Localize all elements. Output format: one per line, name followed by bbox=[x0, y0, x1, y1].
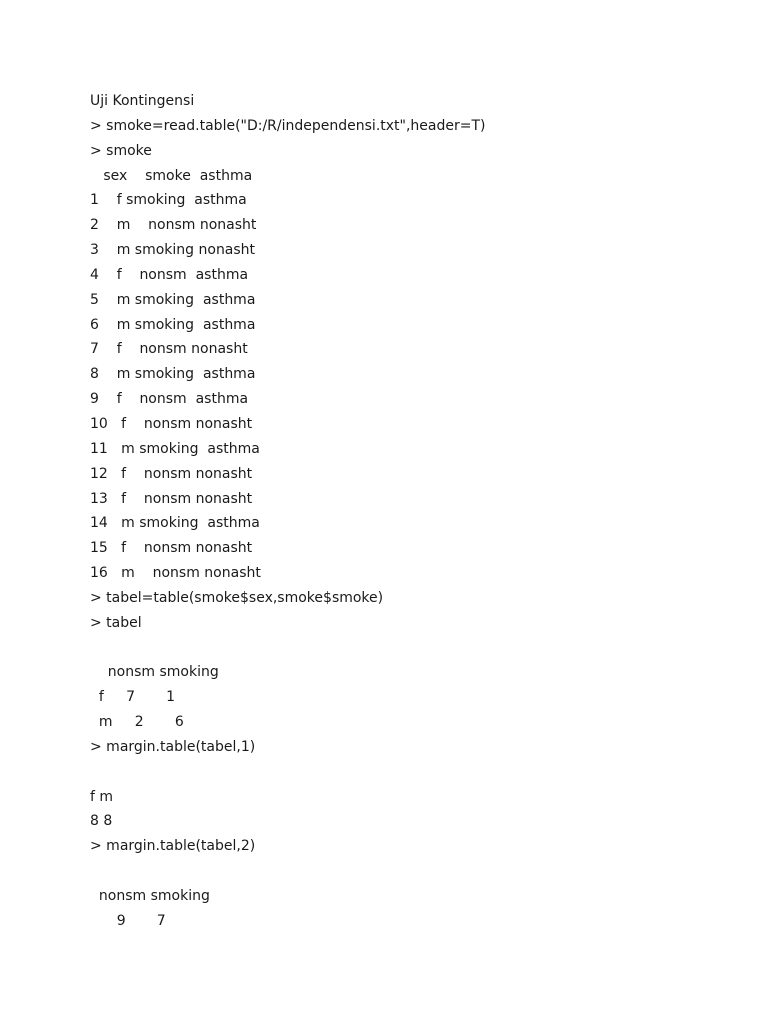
data-row: 7 f nonsm nonasht bbox=[90, 341, 248, 358]
data-row: 11 m smoking asthma bbox=[90, 440, 260, 457]
data-row: 1 f smoking asthma bbox=[90, 192, 247, 209]
data-row: 9 f nonsm asthma bbox=[90, 391, 249, 408]
table-header-row: nonsm smoking bbox=[90, 664, 219, 681]
data-row: 13 f nonsm nonasht bbox=[90, 490, 253, 507]
margin-header-row: nonsm smoking bbox=[90, 888, 210, 904]
command-line: > tabel=table(smoke$sex,smoke$smoke) bbox=[90, 589, 384, 606]
command-line: > smoke=read.table("D:/R/independensi.txt",header=T) bbox=[90, 117, 486, 134]
table-row: m 2 6 bbox=[90, 714, 184, 731]
blank-line bbox=[90, 859, 730, 884]
data-row: 2 m nonsm nonasht bbox=[90, 217, 257, 234]
data-row: 3 m smoking nonasht bbox=[90, 242, 256, 259]
data-row: 15 f nonsm nonasht bbox=[90, 540, 253, 557]
data-row: 5 m smoking asthma bbox=[90, 291, 256, 308]
command-line: > margin.table(tabel,1) bbox=[90, 738, 256, 755]
r-console-transcript bbox=[90, 89, 730, 934]
table-row: f 7 1 bbox=[90, 689, 176, 706]
data-row: 14 m smoking asthma bbox=[90, 515, 260, 532]
margin-values-row: 8 8 bbox=[90, 813, 113, 830]
data-row: 6 m smoking asthma bbox=[90, 316, 256, 333]
data-row: 8 m smoking asthma bbox=[90, 366, 256, 383]
command-line: > smoke bbox=[90, 142, 152, 159]
data-row: 4 f nonsm asthma bbox=[90, 266, 249, 283]
blank-line bbox=[90, 760, 730, 785]
margin-values-row: 9 7 bbox=[90, 912, 166, 929]
margin-header-row: f m bbox=[90, 788, 114, 805]
command-line: > tabel bbox=[90, 614, 142, 631]
data-row: 12 f nonsm nonasht bbox=[90, 465, 253, 482]
command-line: > margin.table(tabel,2) bbox=[90, 838, 256, 855]
document-title: Uji Kontingensi bbox=[90, 93, 195, 109]
data-header-row: sex smoke asthma bbox=[90, 167, 253, 184]
blank-line bbox=[90, 636, 730, 661]
data-row: 10 f nonsm nonasht bbox=[90, 415, 253, 432]
data-row: 16 m nonsm nonasht bbox=[90, 565, 261, 582]
